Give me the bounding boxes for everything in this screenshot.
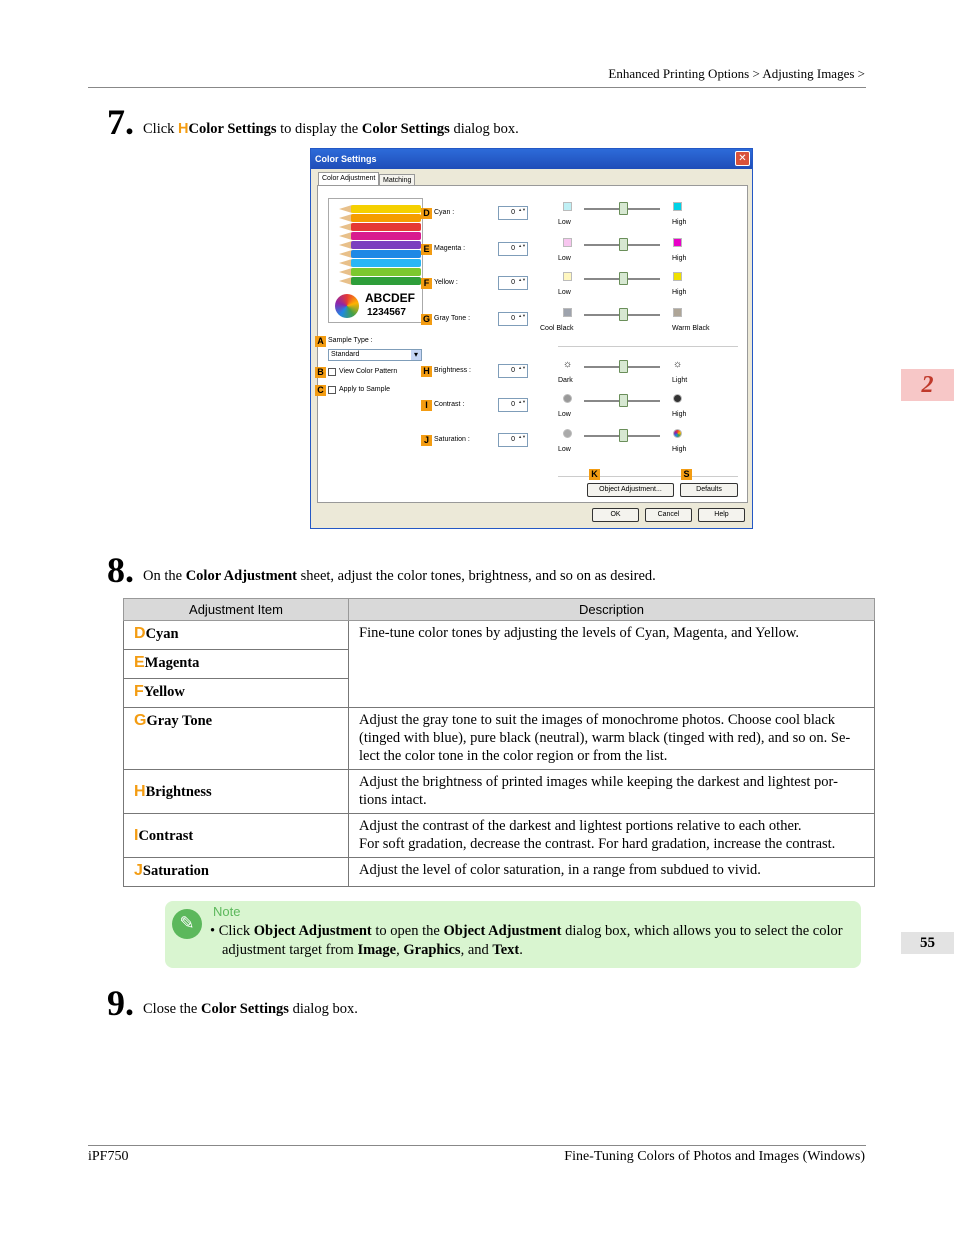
sample-preview-image xyxy=(328,198,423,323)
header-breadcrumb: Enhanced Printing Options > Adjusting Images > xyxy=(608,66,865,81)
row-item: Gray Tone xyxy=(146,713,213,729)
high-swatch-icon xyxy=(673,429,682,438)
table-row xyxy=(124,858,875,887)
low-swatch-icon xyxy=(563,394,572,403)
dialog-title: Color Settings xyxy=(311,149,752,169)
row-item: Magenta xyxy=(144,655,200,671)
row-item: Contrast xyxy=(138,827,194,844)
high-swatch-icon xyxy=(673,238,682,247)
high-swatch-icon: ☼ xyxy=(673,359,683,370)
row-tag: H xyxy=(421,366,432,377)
color-adjustment-panel xyxy=(317,185,748,503)
row-tag: F xyxy=(421,278,432,289)
row-label: Saturation : xyxy=(434,436,470,443)
note-box xyxy=(165,901,861,968)
ok-button[interactable]: OK xyxy=(592,508,639,522)
low-label: Cool Black xyxy=(540,325,574,332)
defaults-button[interactable]: Defaults xyxy=(680,483,738,497)
tab-matching[interactable]: Matching xyxy=(379,174,415,186)
apply-to-sample-label: Apply to Sample xyxy=(339,386,390,393)
low-swatch-icon xyxy=(563,238,572,247)
high-swatch-icon xyxy=(673,308,682,317)
row-label: Yellow : xyxy=(434,279,458,286)
step-8-bold: Color Adjustment xyxy=(185,568,297,584)
adjustment-slider[interactable] xyxy=(584,366,660,368)
adjustment-slider[interactable] xyxy=(584,314,660,316)
step-7-number: 7. xyxy=(107,102,134,142)
low-swatch-icon xyxy=(563,429,572,438)
tag-s: S xyxy=(681,469,692,480)
adjustment-slider[interactable] xyxy=(584,400,660,402)
step-9-post: dialog box. xyxy=(292,1001,358,1017)
row-description xyxy=(349,814,875,858)
help-button[interactable]: Help xyxy=(698,508,745,522)
row-label: Contrast : xyxy=(434,401,465,408)
low-swatch-icon xyxy=(563,308,572,317)
step-8-text xyxy=(143,568,656,585)
row-label: Cyan : xyxy=(434,209,455,216)
high-label: Light xyxy=(672,377,688,384)
value-stepper[interactable]: 0 ▲▼ xyxy=(498,433,528,447)
sample-number-text: 1234567 xyxy=(367,307,406,318)
page-number: 55 xyxy=(901,932,954,954)
step-7-bold1: Color Settings xyxy=(188,121,277,137)
apply-to-sample-checkbox[interactable] xyxy=(328,386,336,394)
row-tag: D xyxy=(421,208,432,219)
table-header-item: Adjustment Item xyxy=(124,599,349,621)
step-9-text xyxy=(143,1001,358,1018)
table-row xyxy=(124,708,875,770)
table-row xyxy=(124,814,875,858)
sample-type-select[interactable]: Standard ▾ xyxy=(328,349,422,361)
pencil-icon: ✎ xyxy=(172,909,202,939)
row-letter: D xyxy=(134,625,146,642)
row-label: Brightness : xyxy=(434,367,471,374)
low-swatch-icon xyxy=(563,202,572,211)
row-letter: J xyxy=(134,862,143,879)
high-label: High xyxy=(672,411,687,418)
high-swatch-icon xyxy=(673,394,682,403)
high-label: High xyxy=(672,446,687,453)
view-color-pattern-checkbox[interactable] xyxy=(328,368,336,376)
step-8-pre: On the xyxy=(143,568,183,584)
row-description: Adjust the level of color saturation, in a range from subdued to vivid. xyxy=(349,858,875,887)
value-stepper[interactable]: 0 ▲▼ xyxy=(498,312,528,326)
note-bullet: • xyxy=(210,923,216,939)
table-row xyxy=(124,621,875,650)
separator xyxy=(558,346,738,347)
step-9-bold: Color Settings xyxy=(201,1001,289,1017)
step-7-bold2: Color Settings xyxy=(361,121,450,137)
separator xyxy=(558,476,738,477)
low-swatch-icon xyxy=(563,272,572,281)
step-7-mid: to display the xyxy=(280,121,359,137)
high-label: Warm Black xyxy=(672,325,710,332)
value-stepper[interactable]: 0 ▲▼ xyxy=(498,276,528,290)
sample-type-label: Sample Type : xyxy=(328,337,373,344)
row-tag: G xyxy=(422,314,430,324)
footer-rule xyxy=(88,1145,866,1146)
low-label: Low xyxy=(558,411,571,418)
row-label: Magenta : xyxy=(434,245,466,252)
chapter-tab: 2 xyxy=(901,369,954,401)
low-label: Low xyxy=(558,219,571,226)
row-description: Adjust the gray tone to suit the images of monochrome photos. Choose cool black (tinged with blue), pure black (neutral), warm black (tinged with red), and so on. Se-lect the color tone in the color region or from the list. xyxy=(349,708,875,770)
high-swatch-icon xyxy=(673,202,682,211)
sample-abc-text: ABCDEF xyxy=(365,291,415,305)
footer-title: Fine-Tuning Colors of Photos and Images (Windows) xyxy=(564,1149,865,1164)
row-letter: G xyxy=(134,712,147,729)
low-swatch-icon: ☼ xyxy=(563,359,573,370)
adjustment-slider[interactable] xyxy=(584,208,660,210)
row-item: Saturation xyxy=(142,863,209,879)
note-body xyxy=(210,922,850,960)
header-rule xyxy=(88,87,866,88)
tag-a: A xyxy=(315,336,326,347)
adjustment-slider[interactable] xyxy=(584,435,660,437)
row-tag: J xyxy=(421,435,432,446)
note-title: Note xyxy=(213,904,241,919)
note-text: to open the xyxy=(375,923,440,939)
high-swatch-icon xyxy=(673,272,682,281)
row-tag: E xyxy=(421,244,432,255)
desc-line: Adjust the contrast of the darkest and lightest portions relative to each other. xyxy=(359,818,802,834)
note-bold: Graphics xyxy=(403,942,461,958)
step-7-letter: H xyxy=(178,121,189,137)
table-header-description: Description xyxy=(349,599,875,621)
row-letter: F xyxy=(134,683,144,700)
object-adjustment-button[interactable]: Object Adjustment... xyxy=(587,483,674,497)
row-item: Yellow xyxy=(143,684,185,700)
close-icon[interactable]: ✕ xyxy=(735,151,750,166)
step-7-text xyxy=(143,121,519,138)
footer-model: iPF750 xyxy=(88,1149,129,1164)
row-label: Gray Tone : xyxy=(434,315,471,322)
adjustment-slider[interactable] xyxy=(584,278,660,280)
low-label: Dark xyxy=(558,377,573,384)
tag-b: B xyxy=(315,367,326,378)
note-text: , xyxy=(396,942,400,958)
note-text: , and xyxy=(460,942,489,958)
color-wheel-icon xyxy=(335,294,359,318)
note-text: Click xyxy=(218,923,251,939)
row-item: Brightness xyxy=(145,783,212,800)
row-description: Adjust the brightness of printed images while keeping the darkest and lightest por-tions intact. xyxy=(349,770,875,814)
adjustment-table xyxy=(123,598,875,887)
note-bold: Image xyxy=(357,942,397,958)
row-letter: E xyxy=(134,654,145,671)
note-bold: Object Adjustment xyxy=(443,923,562,939)
row-description: Fine-tune color tones by adjusting the levels of Cyan, Magenta, and Yellow. xyxy=(349,621,875,708)
high-label: High xyxy=(672,255,687,262)
step-8-number: 8. xyxy=(107,550,134,590)
tab-color-adjustment[interactable]: Color Adjustment xyxy=(318,172,379,186)
low-label: Low xyxy=(558,446,571,453)
step-9-number: 9. xyxy=(107,983,134,1023)
note-bold: Text xyxy=(492,942,520,958)
row-letter: H xyxy=(134,782,146,800)
value-stepper[interactable]: 0 ▲▼ xyxy=(498,242,528,256)
note-text: dialog box, which allows you to select the color adjustment target from xyxy=(222,923,843,958)
adjustment-slider[interactable] xyxy=(584,244,660,246)
high-label: High xyxy=(672,289,687,296)
step-9-pre: Close the xyxy=(143,1001,198,1017)
step-7-pre: Click xyxy=(143,121,175,137)
value-stepper[interactable]: 0 ▲▼ xyxy=(498,364,528,378)
desc-line: For soft gradation, decrease the contrast. For hard gradation, increase the contrast. xyxy=(359,836,836,852)
view-color-pattern-label: View Color Pattern xyxy=(339,368,398,375)
tag-k: K xyxy=(589,469,600,480)
note-text: . xyxy=(519,942,523,958)
table-row xyxy=(124,770,875,814)
low-label: Low xyxy=(558,289,571,296)
note-bold: Object Adjustment xyxy=(253,923,372,939)
low-label: Low xyxy=(558,255,571,262)
row-letter: I xyxy=(134,826,139,844)
row-item: Cyan xyxy=(145,626,179,642)
high-label: High xyxy=(672,219,687,226)
value-stepper[interactable]: 0 ▲▼ xyxy=(498,206,528,220)
step-8-post: sheet, adjust the color tones, brightness, and so on as desired. xyxy=(300,568,656,584)
step-7-post: dialog box. xyxy=(453,121,519,137)
color-settings-dialog xyxy=(310,148,753,529)
tag-c: C xyxy=(315,385,326,396)
cancel-button[interactable]: Cancel xyxy=(645,508,692,522)
value-stepper[interactable]: 0 ▲▼ xyxy=(498,398,528,412)
row-tag: I xyxy=(421,400,432,411)
